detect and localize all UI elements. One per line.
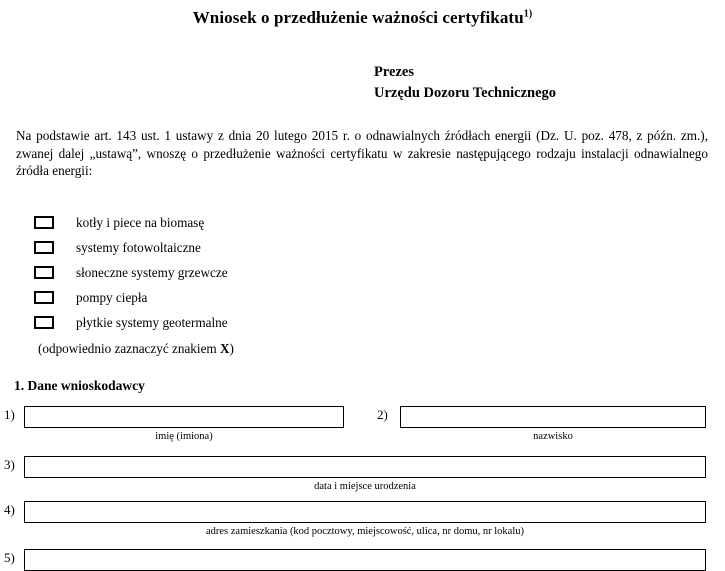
- field-input-five[interactable]: [24, 549, 706, 571]
- option-label-solar-thermal: słoneczne systemy grzewcze: [76, 264, 228, 280]
- option-label-photovoltaic: systemy fotowoltaiczne: [76, 239, 201, 255]
- options-note-suffix: ): [229, 341, 234, 356]
- options-note-prefix: (odpowiednio zaznaczyć znakiem: [38, 341, 220, 356]
- checkbox-photovoltaic[interactable]: [34, 241, 54, 254]
- addressee-line-2: Urzędu Dozoru Technicznego: [374, 85, 557, 101]
- field-caption-last-name: nazwisko: [533, 431, 573, 442]
- field-input-address[interactable]: [24, 501, 706, 523]
- checkbox-solar-thermal[interactable]: [34, 266, 54, 279]
- option-label-geothermal: płytkie systemy geotermalne: [76, 314, 228, 330]
- legal-basis-paragraph: Na podstawie art. 143 ust. 1 ustawy z dnia 20 lutego 2015 r. o odnawialnych źródłach energii (Dz. U. poz. 478, z późn. zm.), zwanej dalej „ustawą”, wnoszę o przedłużenie ważności certyfikatu w zakresie następującego rodzaju instalacji odnawialnego źródła energii:: [16, 128, 708, 178]
- field-caption-address: adres zamieszkania (kod pocztowy, miejscowość, ulica, nr domu, nr lokalu): [205, 526, 524, 537]
- field-number-1: 1): [4, 407, 15, 422]
- page-title-text: Wniosek o przedłużenie ważności certyfikatu: [192, 8, 524, 27]
- checkbox-geothermal[interactable]: [34, 316, 54, 329]
- field-caption-first-name: imię (imiona): [155, 431, 213, 442]
- field-number-3: 3): [4, 457, 15, 472]
- field-input-first-name[interactable]: [24, 406, 344, 428]
- option-row-solar-thermal[interactable]: [34, 260, 454, 285]
- option-row-geothermal[interactable]: [34, 310, 454, 335]
- addressee-block: [374, 62, 556, 104]
- options-instruction-note: [38, 341, 234, 357]
- field-number-5: 5): [4, 550, 15, 565]
- option-row-photovoltaic[interactable]: [34, 235, 454, 260]
- field-input-birth[interactable]: [24, 456, 706, 478]
- field-number-2: 2): [377, 407, 388, 422]
- options-note-mark: X: [219, 341, 230, 356]
- addressee-line-1: Prezes: [374, 64, 414, 80]
- field-number-4: 4): [4, 502, 15, 517]
- section-heading-applicant-data: 1. Dane wnioskodawcy: [14, 378, 145, 393]
- option-label-heat-pumps: pompy ciepła: [76, 289, 148, 305]
- page-title-footnote-marker: 1): [523, 8, 533, 20]
- option-row-biomass[interactable]: [34, 210, 454, 235]
- field-input-last-name[interactable]: [400, 406, 706, 428]
- checkbox-heat-pumps[interactable]: [34, 291, 54, 304]
- field-caption-birth: data i miejsce urodzenia: [314, 481, 416, 492]
- installation-type-options: [34, 210, 454, 335]
- option-label-biomass: kotły i piece na biomasę: [76, 214, 205, 230]
- checkbox-biomass[interactable]: [34, 216, 54, 229]
- option-row-heat-pumps[interactable]: [34, 285, 454, 310]
- page-title: [0, 8, 725, 28]
